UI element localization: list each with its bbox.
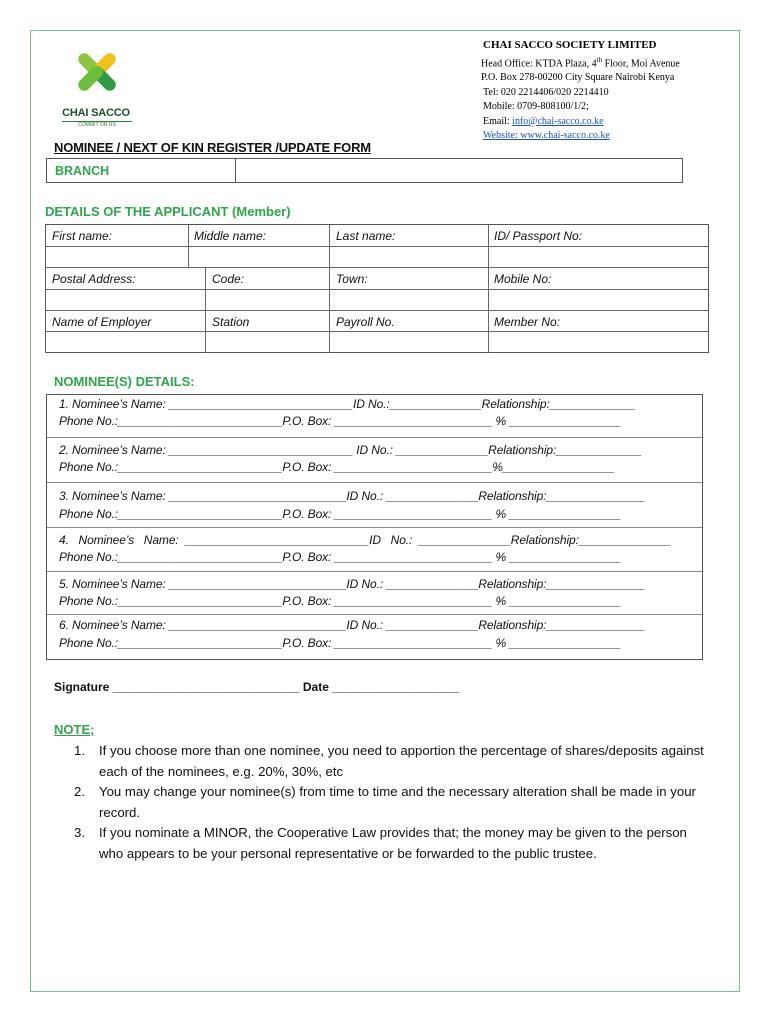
nominee-5-line2[interactable]: Phone No.:_________________________P.O. Box: ________________________ % _________________ — [59, 594, 622, 608]
row-divider — [46, 331, 708, 332]
nominee-divider — [47, 437, 702, 438]
nominee-section-title: NOMINEE(S) DETAILS: — [54, 374, 195, 389]
col-divider — [329, 267, 330, 353]
col-divider — [205, 267, 206, 353]
email-link[interactable]: info@chai-sacco.co.ke — [512, 115, 604, 127]
chai-sacco-logo — [58, 38, 136, 134]
email — [483, 115, 680, 130]
col-divider — [488, 267, 489, 353]
notes-list — [74, 741, 714, 864]
nominee-2-line1[interactable]: 2. Nominee’s Name: ____________________________ ID No.: ______________Relationship:_____________ — [59, 443, 642, 457]
nominee-6-line1[interactable]: 6. Nominee’s Name: ___________________________ID No.: ______________Relationship:_______________ — [59, 618, 646, 632]
row-divider — [46, 289, 708, 290]
head-office — [481, 53, 680, 72]
head-office-text: Head Office: KTDA Plaza, 4 — [481, 57, 597, 69]
logo-name: CHAI SACCO — [62, 107, 130, 119]
col-divider — [188, 225, 189, 267]
po-box: P.O. Box 278-00200 City Square Nairobi Kenya — [481, 72, 675, 84]
town-label: Town: — [336, 272, 368, 286]
row-divider — [46, 310, 708, 311]
branch-row — [46, 158, 683, 183]
nominee-5-line1[interactable]: 5. Nominee’s Name: ___________________________ID No.: ______________Relationship:_______________ — [59, 577, 646, 591]
note-title: NOTE; — [54, 722, 95, 737]
postal-address-label: Postal Address: — [52, 272, 136, 286]
first-name-label: First name: — [52, 229, 113, 243]
id-passport-label: ID/ Passport No: — [494, 229, 583, 243]
website-link[interactable]: www.chai-sacco.co.ke — [517, 130, 610, 142]
note-text: You may change your nominee(s) from time to time and the necessary alteration shall be made in your record. — [99, 784, 696, 820]
col-divider — [329, 225, 330, 267]
note-item — [74, 741, 714, 782]
form-title: NOMINEE / NEXT OF KIN REGISTER /UPDATE FORM — [54, 140, 371, 155]
note-text: If you nominate a MINOR, the Cooperative Law provides that; the money may be given to the person who appears to be your personal representative or be forwarded to the public trustee. — [99, 825, 687, 861]
nominee-1-line2[interactable]: Phone No.:_________________________P.O. Box: ________________________ % _________________ — [59, 414, 622, 428]
nominee-divider — [47, 614, 702, 615]
website — [483, 129, 680, 144]
nominee-divider — [47, 571, 702, 572]
head-office-sup: th — [596, 55, 603, 64]
nominee-divider — [47, 482, 702, 483]
row-divider — [46, 267, 708, 268]
code-label: Code: — [212, 272, 245, 286]
head-office-text-2: Floor, Moi Avenue — [602, 57, 680, 69]
last-name-label: Last name: — [336, 229, 396, 243]
applicant-table — [45, 224, 709, 353]
note-text: If you choose more than one nominee, you need to apportion the percentage of shares/deposits against each of the nominees, e.g. 20%, 30%, etc — [99, 743, 704, 779]
website-label: Website: — [483, 130, 518, 142]
logo-tagline: COMMIT ON US — [62, 121, 132, 128]
company-info — [481, 38, 680, 144]
col-divider — [488, 225, 489, 267]
email-label: Email: — [483, 115, 513, 127]
row-divider — [46, 246, 708, 247]
note-item — [74, 782, 714, 823]
nominee-1-line1[interactable]: 1. Nominee’s Name: ____________________________ID No.:______________Relationship:_____________ — [59, 397, 636, 411]
nominee-6-line2[interactable]: Phone No.:_________________________P.O. Box: ________________________ % _________________ — [59, 636, 622, 650]
nominee-3-line2[interactable]: Phone No.:_________________________P.O. Box: ________________________ % _________________ — [59, 507, 622, 521]
applicant-section-title: DETAILS OF THE APPLICANT (Member) — [45, 204, 291, 219]
note-item — [74, 823, 714, 864]
signature-date-line[interactable]: Signature ____________________________ Date ___________________ — [54, 680, 460, 694]
note-number: 2. — [74, 784, 85, 799]
nominee-4-line2[interactable]: Phone No.:_________________________P.O. Box: ________________________ % _________________ — [59, 550, 622, 564]
mobile-no-label: Mobile No: — [494, 272, 552, 286]
payroll-label: Payroll No. — [336, 315, 395, 329]
branch-input[interactable] — [236, 159, 682, 182]
employer-label: Name of Employer — [52, 315, 152, 329]
note-number: 1. — [74, 743, 85, 758]
nominee-2-line2[interactable]: Phone No.:_________________________P.O. Box: ________________________%_________________ — [59, 460, 615, 474]
member-no-label: Member No: — [494, 315, 561, 329]
branch-label: BRANCH — [55, 164, 110, 178]
company-name: CHAI SACCO SOCIETY LIMITED — [483, 39, 657, 51]
nominee-divider — [47, 527, 702, 528]
note-number: 3. — [74, 825, 85, 840]
telephone: Tel: 020 2214406/020 2214410 — [483, 86, 609, 98]
mobile: Mobile: 0709-808100/1/2; — [483, 101, 589, 113]
middle-name-label: Middle name: — [194, 229, 267, 243]
nominee-3-line1[interactable]: 3. Nominee’s Name: ___________________________ID No.: ______________Relationship:_______________ — [59, 489, 646, 503]
station-label: Station — [212, 315, 250, 329]
nominee-4-line1[interactable]: 4. Nominee’s Name: ____________________________ID No.: ______________Relationship:______________ — [59, 533, 671, 547]
